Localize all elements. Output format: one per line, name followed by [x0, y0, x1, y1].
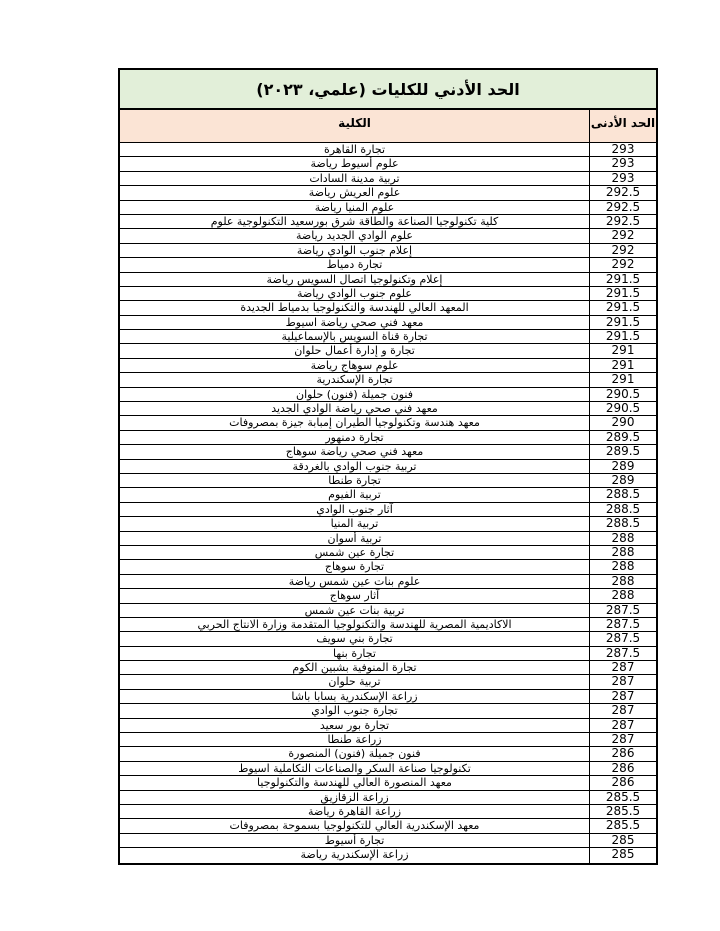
min-score-cell: 287.5 — [605, 617, 641, 631]
table-title: الحد الأدني للكليات (علمي، ٢٠٢٣) — [120, 70, 656, 110]
min-score-cell: 286 — [611, 761, 635, 775]
table-row — [120, 460, 656, 474]
table-row — [120, 416, 656, 430]
college-cell: زراعة الزقازيق — [120, 791, 590, 804]
college-cell: آثار جنوب الوادي — [120, 503, 590, 516]
table-row — [120, 201, 656, 215]
min-score-cell: 292 — [611, 229, 635, 243]
min-score-cell: 290 — [611, 416, 635, 430]
table-row — [120, 445, 656, 459]
table-row — [120, 604, 656, 618]
table-row — [120, 488, 656, 502]
table-row — [120, 632, 656, 646]
table-row — [120, 675, 656, 689]
min-score-cell: 287 — [611, 704, 635, 718]
college-cell: علوم العريش رياضة — [120, 186, 590, 199]
college-cell: تجارة دمياط — [120, 258, 590, 271]
college-cell: معهد فني صحي رياضة الوادي الجديد — [120, 402, 590, 415]
min-score-cell: 292 — [611, 258, 635, 272]
min-score-cell: 289.5 — [605, 430, 641, 444]
college-cell: معهد فني صحي رياضة سوهاج — [120, 445, 590, 458]
min-score-cell: 289 — [611, 459, 635, 473]
table-row — [120, 647, 656, 661]
min-score-cell: 291.5 — [605, 315, 641, 329]
table-row — [120, 690, 656, 704]
min-score-cell: 286 — [611, 747, 635, 761]
table-row — [120, 805, 656, 819]
college-cell: تجارة سوهاج — [120, 560, 590, 573]
table-row — [120, 287, 656, 301]
college-cell: زراعة القاهرة رياضة — [120, 805, 590, 818]
table-row — [120, 819, 656, 833]
college-cell: تجارة قناة السويس بالإسماعيلية — [120, 330, 590, 343]
college-cell: تجارة طنطا — [120, 474, 590, 487]
college-cell: تربية حلوان — [120, 675, 590, 688]
min-score-cell: 291.5 — [605, 286, 641, 300]
min-score-cell: 289.5 — [605, 445, 641, 459]
college-cell: تربية الفيوم — [120, 488, 590, 501]
table-header-row — [120, 110, 656, 143]
table-row — [120, 546, 656, 560]
column-header-college: الكلية — [120, 110, 590, 142]
table-row — [120, 273, 656, 287]
college-cell: علوم المنيا رياضة — [120, 201, 590, 214]
table-body — [120, 143, 656, 863]
table-row — [120, 834, 656, 848]
college-cell: تجارة أسيوط — [120, 834, 590, 847]
college-cell: تجارة بنها — [120, 647, 590, 660]
min-score-cell: 287.5 — [605, 603, 641, 617]
table-row — [120, 747, 656, 761]
min-score-cell: 290.5 — [605, 387, 641, 401]
college-cell: إعلام جنوب الوادي رياضة — [120, 244, 590, 257]
min-score-cell: 286 — [611, 776, 635, 790]
college-cell: فنون جميلة (فنون) المنصورة — [120, 747, 590, 760]
table-row — [120, 330, 656, 344]
min-score-cell: 287 — [611, 718, 635, 732]
college-cell: زراعة الإسكندرية رياضة — [120, 848, 590, 862]
min-score-cell: 292.5 — [605, 214, 641, 228]
table-row — [120, 431, 656, 445]
table-row — [120, 244, 656, 258]
table-row — [120, 776, 656, 790]
min-score-cell: 285.5 — [605, 804, 641, 818]
min-score-cell: 287.5 — [605, 646, 641, 660]
table-row — [120, 791, 656, 805]
min-score-cell: 285.5 — [605, 790, 641, 804]
table-row — [120, 503, 656, 517]
table-row — [120, 373, 656, 387]
college-cell: تجارة و إدارة أعمال حلوان — [120, 344, 590, 357]
college-cell: تجارة الإسكندرية — [120, 373, 590, 386]
table-row — [120, 172, 656, 186]
min-score-cell: 292.5 — [605, 186, 641, 200]
college-cell: تربية أسوان — [120, 532, 590, 545]
min-score-cell: 285 — [611, 848, 635, 862]
college-cell: تجارة عين شمس — [120, 546, 590, 559]
min-score-cell: 293 — [611, 157, 635, 171]
college-cell: الاكاديمية المصرية للهندسة والتكنولوجيا المتقدمة وزارة الانتاج الحربي — [120, 618, 590, 631]
min-score-cell: 288 — [611, 589, 635, 603]
table-row — [120, 532, 656, 546]
min-score-cell: 292.5 — [605, 200, 641, 214]
min-score-cell: 287 — [611, 689, 635, 703]
min-score-cell: 285 — [611, 833, 635, 847]
min-score-cell: 291.5 — [605, 272, 641, 286]
table-row — [120, 618, 656, 632]
table-row — [120, 388, 656, 402]
min-score-cell: 287 — [611, 661, 635, 675]
table-row — [120, 344, 656, 358]
college-cell: آثار سوهاج — [120, 589, 590, 602]
college-cell: تربية بنات عين شمس — [120, 604, 590, 617]
min-score-cell: 288.5 — [605, 502, 641, 516]
min-score-cell: 291 — [611, 358, 635, 372]
min-score-cell: 291.5 — [605, 301, 641, 315]
min-score-cell: 288.5 — [605, 517, 641, 531]
min-score-cell: 291 — [611, 344, 635, 358]
table-row — [120, 229, 656, 243]
table-row — [120, 474, 656, 488]
min-score-cell: 293 — [611, 143, 635, 156]
table-row — [120, 589, 656, 603]
college-cell: تجارة بني سويف — [120, 632, 590, 645]
min-score-cell: 288 — [611, 560, 635, 574]
college-cell: إعلام وتكنولوجيا اتصال السويس رياضة — [120, 273, 590, 286]
college-cell: كلية تكنولوجيا الصناعة والطاقة شرق بورسعيد التكنولوجية علوم — [120, 215, 590, 228]
college-cell: زراعة الإسكندرية بسابا باشا — [120, 690, 590, 703]
table-row — [120, 143, 656, 157]
min-score-cell: 287 — [611, 675, 635, 689]
table-row — [120, 661, 656, 675]
college-cell: تجارة دمنهور — [120, 431, 590, 444]
min-score-cell: 291 — [611, 373, 635, 387]
table-row — [120, 719, 656, 733]
table-row — [120, 733, 656, 747]
min-score-cell: 292 — [611, 243, 635, 257]
college-cell: تجارة جنوب الوادي — [120, 704, 590, 717]
college-cell: تربية المنيا — [120, 517, 590, 530]
min-score-cell: 288.5 — [605, 488, 641, 502]
college-cell: تجارة المنوفية بشبين الكوم — [120, 661, 590, 674]
min-score-cell: 288 — [611, 574, 635, 588]
college-cell: معهد الإسكندرية العالي للتكنولوجيا بسموحة بمصروفات — [120, 819, 590, 832]
college-cell: معهد فني صحي رياضة اسيوط — [120, 316, 590, 329]
min-scores-table — [118, 68, 658, 865]
table-row — [120, 517, 656, 531]
min-score-cell: 287 — [611, 733, 635, 747]
table-row — [120, 215, 656, 229]
min-score-cell: 287.5 — [605, 632, 641, 646]
table-row — [120, 186, 656, 200]
table-row — [120, 157, 656, 171]
table-row — [120, 575, 656, 589]
college-cell: تجارة بور سعيد — [120, 719, 590, 732]
table-row — [120, 560, 656, 574]
college-cell: المعهد العالي للهندسة والتكنولوجيا بدمياط الجديدة — [120, 301, 590, 314]
table-row — [120, 704, 656, 718]
table-row — [120, 316, 656, 330]
table-row — [120, 402, 656, 416]
table-row — [120, 359, 656, 373]
table-row — [120, 762, 656, 776]
college-cell: علوم بنات عين شمس رياضة — [120, 575, 590, 588]
college-cell: تربية مدينة السادات — [120, 172, 590, 185]
min-score-cell: 289 — [611, 473, 635, 487]
college-cell: علوم الوادي الجديد رياضة — [120, 229, 590, 242]
column-header-min-score: الحد الأدنى — [590, 116, 656, 130]
min-score-cell: 293 — [611, 171, 635, 185]
min-score-cell: 288 — [611, 531, 635, 545]
college-cell: علوم سوهاج رياضة — [120, 359, 590, 372]
college-cell: فنون جميلة (فنون) حلوان — [120, 388, 590, 401]
college-cell: علوم أسيوط رياضة — [120, 157, 590, 170]
min-score-cell: 290.5 — [605, 402, 641, 416]
college-cell: معهد هندسة وتكنولوجيا الطيران إمبابة جيزة بمصروفات — [120, 416, 590, 429]
min-score-cell: 291.5 — [605, 330, 641, 344]
table-row — [120, 258, 656, 272]
college-cell: تربية جنوب الوادي بالغردقة — [120, 460, 590, 473]
college-cell: زراعة طنطا — [120, 733, 590, 746]
college-cell: تكنولوجيا صناعة السكر والصناعات التكاملية اسيوط — [120, 762, 590, 775]
table-row — [120, 848, 656, 862]
college-cell: معهد المنصورة العالي للهندسة والتكنولوجيا — [120, 776, 590, 789]
college-cell: علوم جنوب الوادي رياضة — [120, 287, 590, 300]
table-row — [120, 301, 656, 315]
min-score-cell: 288 — [611, 545, 635, 559]
college-cell: تجارة القاهرة — [120, 143, 590, 156]
min-score-cell: 285.5 — [605, 819, 641, 833]
